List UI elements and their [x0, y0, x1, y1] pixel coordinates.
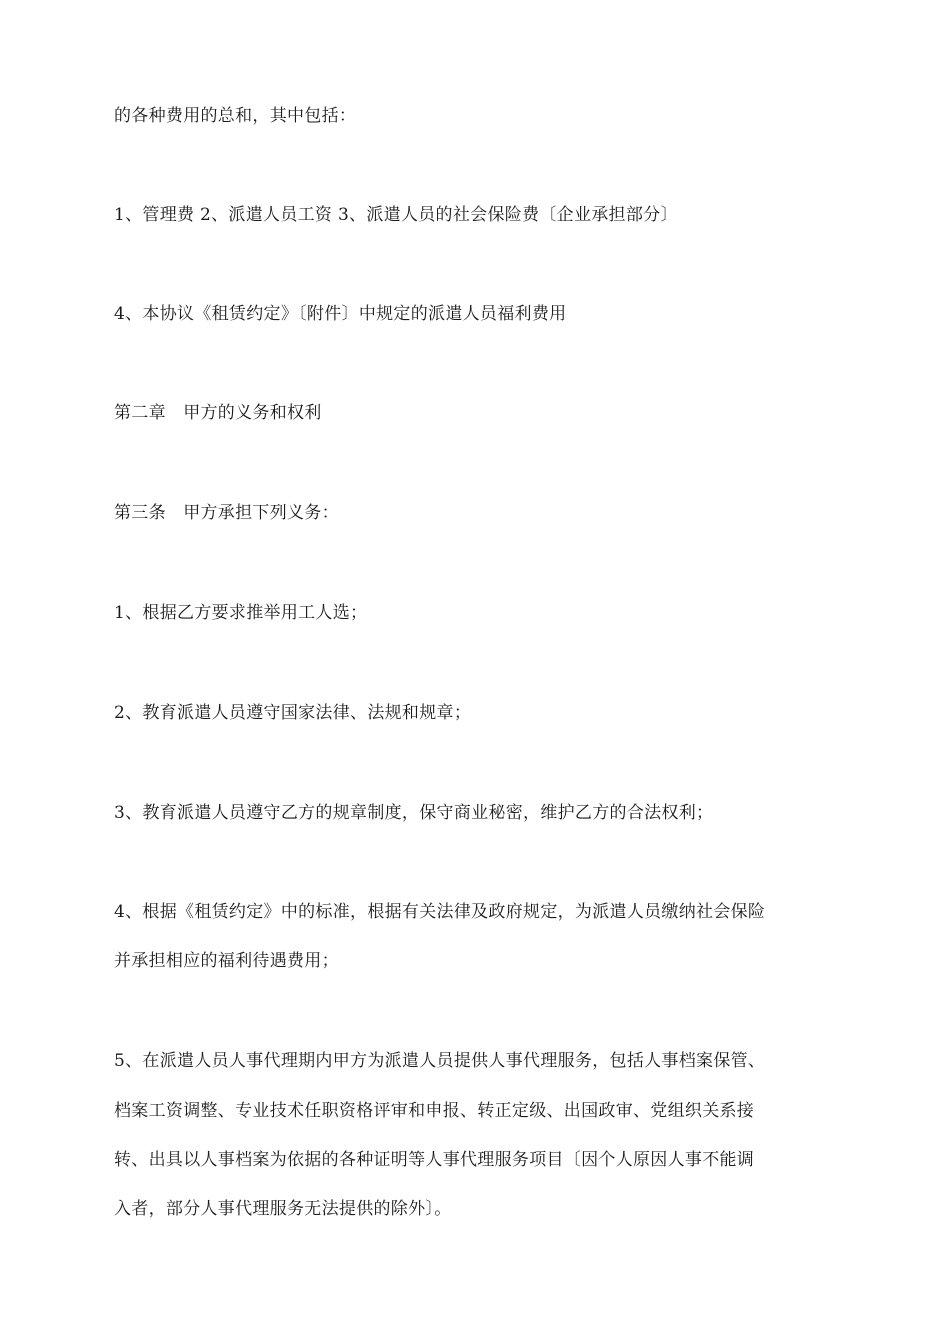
obligation-item-3: 3、教育派遣人员遵守乙方的规章制度，保守商业秘密，维护乙方的合法权利；: [114, 803, 714, 823]
obligation-item-5-line-4: 入者，部分人事代理服务无法提供的除外〕。: [114, 1199, 452, 1219]
text-line-fee-total: 的各种费用的总和，其中包括：: [114, 106, 357, 126]
obligation-item-2: 2、教育派遣人员遵守国家法律、法规和规章；: [114, 703, 472, 723]
obligation-item-4-line-1: 4、根据《租赁约定》中的标准，根据有关法律及政府规定，为派遣人员缴纳社会保险: [114, 902, 766, 922]
obligation-item-1: 1、根据乙方要求推举用工人选；: [114, 603, 368, 623]
text-line-fee-items: 1、管理费 2、派遣人员工资 3、派遣人员的社会保险费〔企业承担部分〕: [114, 205, 678, 225]
obligation-item-5-line-3: 转、出具以人事档案为依据的各种证明等人事代理服务项目〔因个人原因人事不能调: [114, 1150, 755, 1170]
article-heading: 第三条 甲方承担下列义务：: [114, 503, 339, 523]
obligation-item-5-line-2: 档案工资调整、专业技术任职资格评审和申报、转正定级、出国政审、党组织关系接: [114, 1101, 755, 1121]
chapter-heading: 第二章 甲方的义务和权利: [114, 403, 322, 423]
obligation-item-4-line-2: 并承担相应的福利待遇费用；: [114, 951, 339, 971]
obligation-item-5-line-1: 5、在派遣人员人事代理期内甲方为派遣人员提供人事代理服务，包括人事档案保管、: [114, 1051, 766, 1071]
text-line-welfare-fee: 4、本协议《租赁约定》〔附件〕中规定的派遣人员福利费用: [114, 304, 567, 324]
